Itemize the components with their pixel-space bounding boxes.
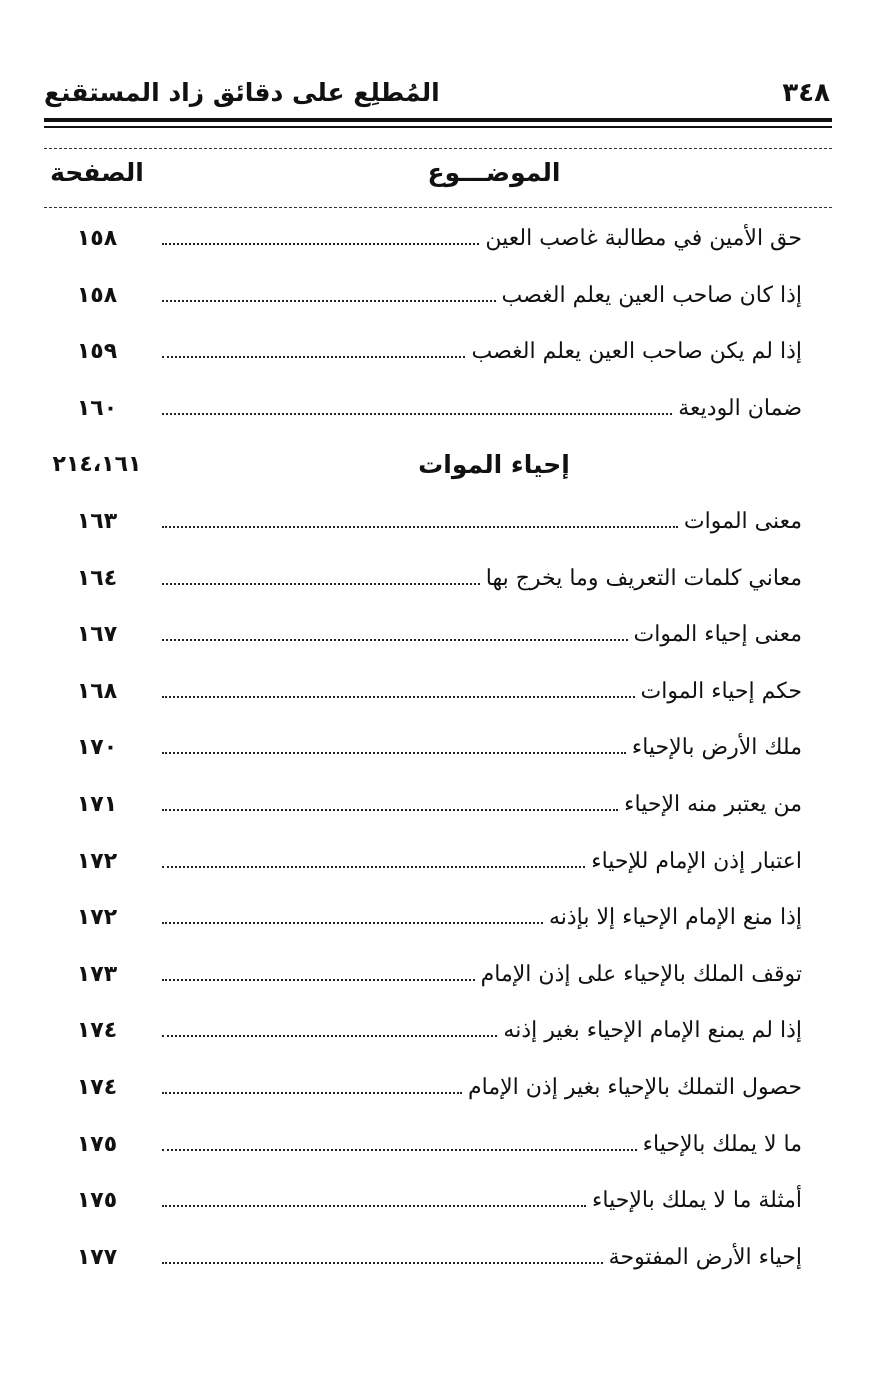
toc-page-number: ١٧٤: [76, 1074, 118, 1100]
dot-leader: [162, 526, 678, 528]
dot-leader: [162, 866, 585, 868]
toc-row: [44, 382, 832, 439]
toc-topic: توقف الملك بالإحياء على إذن الإمام: [480, 961, 802, 987]
toc-page-number: ١٦٠: [76, 395, 118, 421]
dot-leader: [162, 356, 465, 358]
toc-row: [44, 552, 832, 609]
toc-row: [44, 1004, 832, 1061]
toc-entry-line: [162, 1132, 802, 1166]
toc-entry-line: [162, 622, 802, 656]
toc-entry-line: [162, 339, 802, 373]
header-rule-thin: [44, 126, 832, 128]
toc-row: [44, 212, 832, 269]
toc-topic: إذا كان صاحب العين يعلم الغصب: [501, 282, 802, 308]
toc-topic: أمثلة ما لا يملك بالإحياء: [592, 1188, 802, 1214]
toc-page-number: ١٧٥: [76, 1188, 118, 1214]
page-number: ٣٤٨: [782, 78, 830, 108]
toc-entry-line: [162, 849, 802, 883]
toc-row: [44, 1061, 832, 1118]
toc-entry-line: [162, 962, 802, 996]
toc-entry-line: [162, 1245, 802, 1279]
toc-page-number: ١٧٥: [76, 1131, 118, 1157]
toc-row: [44, 325, 832, 382]
dashed-divider-bottom: [44, 207, 832, 208]
toc-row: [44, 1118, 832, 1175]
toc-page-number: ٢١٤،١٦١: [52, 452, 142, 478]
toc-topic: معنى إحياء الموات: [633, 622, 802, 648]
dot-leader: [162, 243, 479, 245]
dot-leader: [162, 1205, 586, 1207]
toc-row: [44, 1231, 832, 1288]
toc-row: [44, 1174, 832, 1231]
dot-leader: [162, 922, 543, 924]
toc-page-number: ١٧٠: [76, 735, 118, 761]
toc-row: [44, 495, 832, 552]
toc-page-number: ١٧٧: [76, 1244, 118, 1270]
toc-row: [44, 269, 832, 326]
table-of-contents: [44, 212, 832, 1287]
toc-page-number: ١٧٣: [76, 961, 118, 987]
toc-entry-line: [162, 226, 802, 260]
toc-section-row: [44, 438, 832, 495]
dot-leader: [162, 639, 628, 641]
toc-entry-line: [162, 396, 802, 430]
toc-topic: حكم إحياء الموات: [640, 678, 802, 704]
toc-topic: إذا منع الإمام الإحياء إلا بإذنه: [548, 905, 802, 931]
book-title: المُطلِع على دقائق زاد المستقنع: [44, 78, 440, 107]
toc-topic: من يعتبر منه الإحياء: [624, 791, 802, 817]
toc-topic: إذا لم يمنع الإمام الإحياء بغير إذنه: [503, 1018, 802, 1044]
toc-topic: إذا لم يكن صاحب العين يعلم الغصب: [471, 339, 802, 365]
dot-leader: [162, 1149, 637, 1151]
section-title: إحياء الموات: [418, 450, 570, 480]
toc-entry-line: [162, 509, 802, 543]
toc-topic: اعتبار إذن الإمام للإحياء: [591, 848, 802, 874]
toc-topic: ضمان الوديعة: [678, 395, 802, 421]
page-column-header: الصفحة: [50, 158, 144, 187]
toc-page-number: ١٥٨: [76, 226, 118, 251]
dot-leader: [162, 1262, 603, 1264]
toc-page-number: ١٦٨: [76, 678, 118, 704]
toc-page-number: ١٧١: [76, 791, 118, 817]
toc-row: [44, 835, 832, 892]
dot-leader: [162, 979, 475, 981]
toc-entry-line: [162, 905, 802, 939]
toc-row: [44, 665, 832, 722]
toc-topic: حق الأمين في مطالبة غاصب العين: [485, 226, 802, 251]
dot-leader: [162, 696, 635, 698]
toc-entry-line: [162, 1018, 802, 1052]
toc-topic: حصول التملك بالإحياء بغير إذن الإمام: [468, 1074, 802, 1100]
toc-entry-line: [162, 283, 802, 317]
toc-row: [44, 778, 832, 835]
toc-row: [44, 891, 832, 948]
toc-topic: ما لا يملك بالإحياء: [642, 1131, 802, 1157]
toc-topic: معاني كلمات التعريف وما يخرج بها: [485, 565, 802, 591]
toc-entry-line: [162, 792, 802, 826]
toc-topic: ملك الأرض بالإحياء: [631, 735, 802, 761]
toc-topic: إحياء الأرض المفتوحة: [608, 1244, 802, 1270]
dot-leader: [162, 1092, 462, 1094]
dot-leader: [162, 809, 618, 811]
toc-page-number: ١٧٢: [76, 848, 118, 874]
toc-topic: معنى الموات: [683, 508, 802, 534]
toc-page-number: ١٥٩: [76, 339, 118, 365]
dot-leader: [162, 752, 626, 754]
toc-row: [44, 721, 832, 778]
toc-entry-line: [162, 566, 802, 600]
toc-entry-line: [162, 1075, 802, 1109]
header-rule-thick: [44, 118, 832, 122]
column-headers: [44, 158, 832, 202]
toc-entry-line: [162, 735, 802, 769]
toc-row: [44, 608, 832, 665]
toc-page-number: ١٦٧: [76, 622, 118, 648]
toc-page-number: ١٥٨: [76, 282, 118, 308]
dot-leader: [162, 583, 480, 585]
topic-column-header: الموضـــوع: [427, 158, 561, 187]
toc-page-number: ١٦٣: [76, 508, 118, 534]
running-header: [44, 78, 830, 116]
toc-page-number: ١٧٢: [76, 905, 118, 931]
dashed-divider-top: [44, 148, 832, 149]
toc-entry-line: [162, 679, 802, 713]
toc-page-number: ١٦٤: [76, 565, 118, 591]
toc-row: [44, 948, 832, 1005]
dot-leader: [162, 413, 672, 415]
dot-leader: [162, 300, 496, 302]
dot-leader: [162, 1035, 497, 1037]
toc-page-number: ١٧٤: [76, 1018, 118, 1044]
toc-entry-line: [162, 1188, 802, 1222]
